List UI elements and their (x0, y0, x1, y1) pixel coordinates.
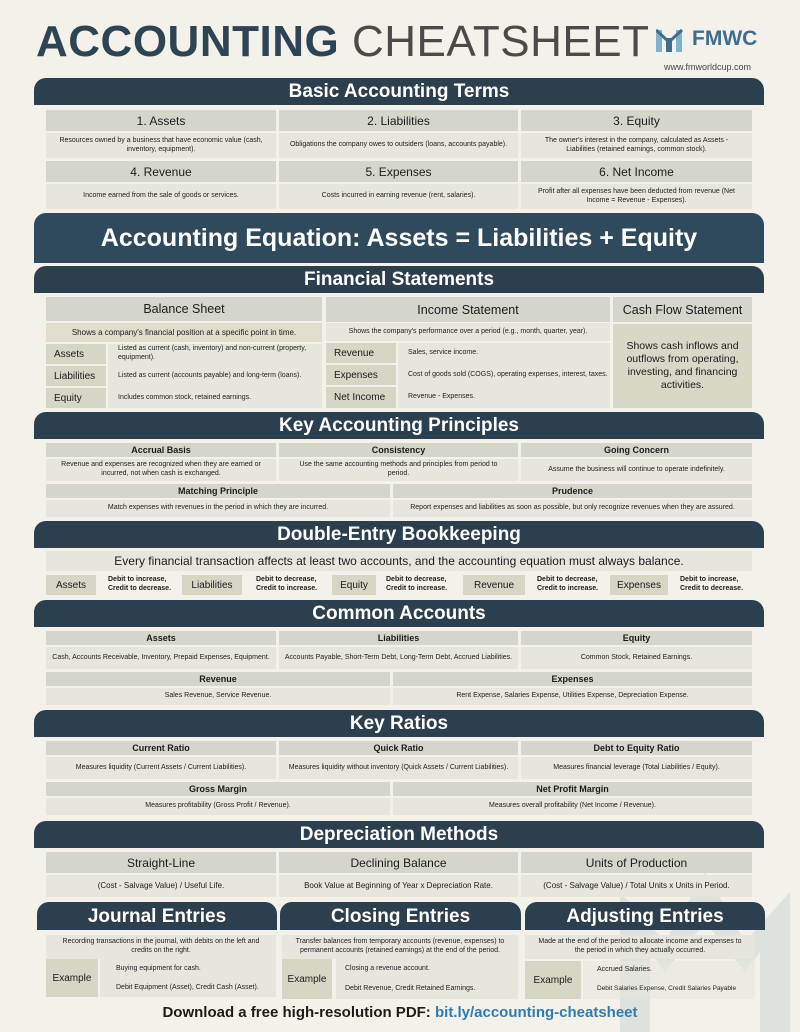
adjusting-example-label: Example (525, 961, 581, 999)
ca-assets-desc: Cash, Accounts Receivable, Inventory, Prepaid Expenses, Equipment. (46, 647, 276, 669)
closing-entries-desc: Transfer balances from temporary accounts (revenue, expenses) to permanent accounts (retained earnings) at the end of the period. (282, 935, 518, 959)
logo-text: FMWC (692, 27, 758, 50)
de-equity-label: Equity (332, 575, 376, 595)
bs-equity-label: Equity (46, 388, 106, 408)
de-expenses-text: Debit to increase, Credit to decrease. (680, 576, 744, 592)
term-assets: 1. Assets (46, 110, 276, 131)
depr-declining-balance-desc: Book Value at Beginning of Year x Depreciation Rate. (279, 875, 518, 897)
bs-liabilities-text: Listed as current (accounts payable) and long-term (loans). (118, 371, 302, 379)
term-expenses: 5. Expenses (279, 161, 518, 182)
ratio-quick: Quick Ratio (279, 741, 518, 755)
closing-example-line2: Debit Revenue, Credit Retained Earnings. (345, 984, 476, 992)
is-net-income-label: Net Income (326, 387, 396, 408)
principle-matching-desc: Match expenses with revenues in the period in which they are incurred. (46, 500, 390, 517)
principle-consistency: Consistency (279, 443, 518, 457)
basic-terms-heading: Basic Accounting Terms (34, 78, 764, 105)
double-entry-heading: Double-Entry Bookkeeping (34, 521, 764, 548)
common-accounts-heading: Common Accounts (34, 600, 764, 627)
principle-accrual: Accrual Basis (46, 443, 276, 457)
cash-flow-desc: Shows cash inflows and outflows from operating, investing, and financing activities. (613, 324, 752, 408)
de-assets-text: Debit to increase, Credit to decrease. (108, 576, 172, 592)
ca-equity: Equity (521, 631, 752, 645)
is-revenue-label: Revenue (326, 343, 396, 363)
de-expenses-label: Expenses (610, 575, 668, 595)
term-expenses-desc: Costs incurred in earning revenue (rent, salaries). (279, 184, 518, 209)
key-ratios-heading: Key Ratios (34, 710, 764, 737)
financial-statements-heading: Financial Statements (34, 266, 764, 293)
principle-going-concern-desc: Assume the business will continue to operate indefinitely. (521, 459, 752, 481)
is-expenses-text: Cost of goods sold (COGS), operating expenses, interest, taxes. (408, 370, 608, 378)
balance-sheet-title: Balance Sheet (46, 297, 322, 321)
is-net-income-text: Revenue - Expenses. (408, 393, 475, 401)
depr-units-of-production: Units of Production (521, 852, 752, 873)
page-title: ACCOUNTING CHEATSHEET (36, 17, 650, 66)
ratio-net-profit-margin-desc: Measures overall profitability (Net Income / Revenue). (393, 798, 752, 815)
fmwc-logo-icon (656, 26, 688, 52)
ca-revenue: Revenue (46, 672, 390, 686)
de-liabilities-label: Liabilities (182, 575, 242, 595)
term-revenue-desc: Income earned from the sale of goods or services. (46, 184, 276, 209)
ratio-current: Current Ratio (46, 741, 276, 755)
ca-assets: Assets (46, 631, 276, 645)
de-equity-text: Debit to decrease, Credit to increase. (386, 576, 448, 592)
depr-straight-line-desc: (Cost - Salvage Value) / Useful Life. (46, 875, 276, 897)
bs-equity-text: Includes common stock, retained earnings. (118, 393, 252, 401)
principle-prudence: Prudence (393, 484, 752, 498)
principles-heading: Key Accounting Principles (34, 412, 764, 439)
term-net-income: 6. Net Income (521, 161, 752, 182)
is-expenses-label: Expenses (326, 365, 396, 385)
cash-flow-title: Cash Flow Statement (613, 297, 752, 322)
adjusting-example-line1: Accrued Salaries. (597, 965, 652, 973)
ca-liabilities: Liabilities (279, 631, 518, 645)
closing-example-line1: Closing a revenue account. (345, 964, 430, 972)
principle-accrual-desc: Revenue and expenses are recognized when they are earned or incurred, not when cash is exchanged. (46, 459, 276, 481)
term-equity-desc: The owner's interest in the company, calculated as Assets - Liabilities (retained earnings, common stock). (521, 133, 752, 158)
fmwc-logo[interactable] (656, 26, 757, 52)
principle-consistency-desc: Use the same accounting methods and principles from period to period. (279, 459, 518, 481)
term-net-income-desc: Profit after all expenses have been deducted from revenue (Net Income = Revenue - Expenses). (521, 184, 752, 209)
de-revenue-text: Debit to decrease, Credit to increase. (537, 576, 599, 592)
bs-assets-text: Listed as current (cash, inventory) and non-current (property, equipment). (118, 345, 307, 361)
ca-revenue-desc: Sales Revenue, Service Revenue. (46, 688, 390, 705)
site-url[interactable]: www.fmworldcup.com (664, 62, 752, 72)
journal-example-line1: Buying equipment for cash. (116, 964, 201, 972)
term-revenue: 4. Revenue (46, 161, 276, 182)
principle-going-concern: Going Concern (521, 443, 752, 457)
ratio-net-profit-margin: Net Profit Margin (393, 782, 752, 796)
ca-equity-desc: Common Stock, Retained Earnings. (521, 647, 752, 669)
ratio-quick-desc: Measures liquidity without inventory (Quick Assets / Current Liabilities). (279, 757, 518, 779)
ca-expenses-desc: Rent Expense, Salaries Expense, Utilities Expense, Depreciation Expense. (393, 688, 752, 705)
ratio-gross-margin: Gross Margin (46, 782, 390, 796)
term-liabilities-desc: Obligations the company owes to outsiders (loans, accounts payable). (279, 133, 518, 158)
double-entry-desc: Every financial transaction affects at least two accounts, and the accounting equation must always balance. (46, 551, 752, 571)
adjusting-entries-desc: Made at the end of the period to allocate income and expenses to the period in which they actually occurred. (525, 935, 755, 959)
de-revenue-label: Revenue (463, 575, 525, 595)
ratio-current-desc: Measures liquidity (Current Assets / Current Liabilities). (46, 757, 276, 779)
depr-units-of-production-desc: (Cost - Salvage Value) / Total Units x Units in Period. (521, 875, 752, 897)
income-statement-title: Income Statement (326, 297, 610, 322)
adjusting-example-line2: Debit Salaries Expense, Credit Salaries Payable (597, 984, 737, 992)
journal-entries-desc: Recording transactions in the journal, with debits on the left and credits on the right. (46, 935, 276, 959)
ratio-debt-to-equity-desc: Measures financial leverage (Total Liabilities / Equity). (521, 757, 752, 779)
principle-matching: Matching Principle (46, 484, 390, 498)
depreciation-heading: Depreciation Methods (34, 821, 764, 848)
accounting-equation: Accounting Equation: Assets = Liabilities + Equity (34, 213, 764, 263)
is-revenue-text: Sales, service income. (408, 348, 479, 356)
journal-entries-heading: Journal Entries (37, 902, 277, 930)
income-statement-desc: Shows the company's performance over a period (e.g., month, quarter, year). (326, 323, 610, 341)
ca-expenses: Expenses (393, 672, 752, 686)
depr-straight-line: Straight-Line (46, 852, 276, 873)
term-equity: 3. Equity (521, 110, 752, 131)
download-footer: Download a free high-resolution PDF: bit.ly/accounting-cheatsheet (162, 1004, 638, 1021)
journal-example-label: Example (46, 959, 98, 997)
ratio-debt-to-equity: Debt to Equity Ratio (521, 741, 752, 755)
bs-assets-label: Assets (46, 344, 106, 364)
closing-example-label: Example (282, 959, 332, 999)
page-header (0, 0, 800, 76)
closing-entries-heading: Closing Entries (280, 902, 521, 930)
bs-liabilities-label: Liabilities (46, 366, 106, 386)
term-liabilities: 2. Liabilities (279, 110, 518, 131)
principle-prudence-desc: Report expenses and liabilities as soon as possible, but only recognize revenues when they are assured. (393, 500, 752, 517)
depr-declining-balance: Declining Balance (279, 852, 518, 873)
ratio-gross-margin-desc: Measures profitability (Gross Profit / Revenue). (46, 798, 390, 815)
ca-liabilities-desc: Accounts Payable, Short-Term Debt, Long-Term Debt, Accrued Liabilities. (279, 647, 518, 669)
adjusting-entries-heading: Adjusting Entries (525, 902, 765, 930)
term-assets-desc: Resources owned by a business that have economic value (cash, inventory, equipment). (46, 133, 276, 158)
balance-sheet-desc: Shows a company's financial position at a specific point in time. (46, 323, 322, 342)
de-assets-label: Assets (46, 575, 96, 595)
pdf-download-link[interactable]: bit.ly/accounting-cheatsheet (434, 1004, 638, 1021)
de-liabilities-text: Debit to decrease, Credit to increase. (256, 576, 318, 592)
journal-example-line2: Debit Equipment (Asset), Credit Cash (Asset). (116, 983, 259, 991)
